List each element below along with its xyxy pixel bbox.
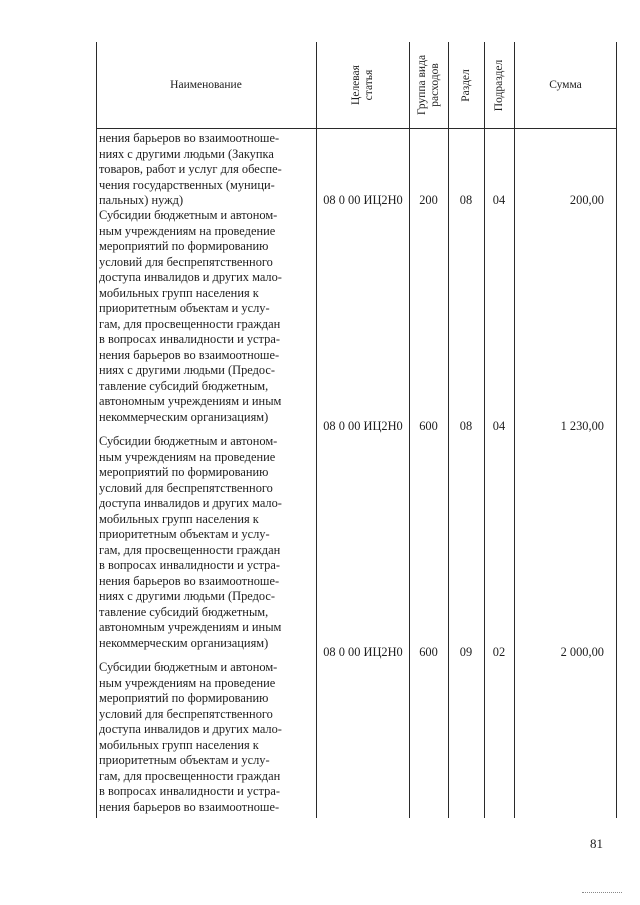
row-1-target-article: 08 0 00 ИЦ2Н0: [323, 419, 403, 433]
name-line: ниях с другими людьми (Предос-: [99, 363, 276, 377]
name-line: ным учреждениям на проведение: [99, 675, 276, 690]
header-expense-group: [410, 42, 448, 128]
name-line: условий для беспрепятственного: [99, 254, 273, 269]
name-line: мобильных групп населения к: [99, 737, 259, 752]
column-divider: [316, 42, 317, 818]
table-border-right: [616, 42, 617, 818]
header-subsection-label: Подраздел: [493, 59, 505, 111]
name-line: ниях с другими людьми (Закупка: [99, 146, 274, 161]
page-number: 81: [590, 836, 603, 851]
name-line: тавление субсидий бюджетным,: [99, 378, 269, 393]
header-expense-group-label: Группа вида расходов: [416, 54, 442, 116]
header-divider: [96, 128, 617, 129]
name-line: некоммерческим организациям): [99, 635, 269, 650]
row-2-target-article: 08 0 00 ИЦ2Н0: [323, 645, 403, 659]
name-line: доступа инвалидов и других мало-: [99, 270, 282, 284]
name-line: товаров, работ и услуг для обеспе-: [99, 162, 282, 176]
header-section: [449, 42, 484, 128]
row-1-sum: 1 230,00: [560, 419, 604, 433]
name-line: Субсидии бюджетным и автоном-: [99, 660, 278, 674]
header-target-article-label: Целевая статья: [350, 65, 375, 105]
name-line: приоритетным объектам и услу-: [99, 301, 270, 315]
row-0-expense-group: 200: [419, 193, 438, 207]
name-line: ниях с другими людьми (Предос-: [99, 589, 276, 603]
row-1-name: [99, 208, 314, 425]
header-subsection: [485, 42, 514, 128]
name-line: гам, для просвещенности граждан: [99, 316, 281, 331]
name-line: ным учреждениям на проведение: [99, 223, 276, 238]
name-line: мероприятий по формированию: [99, 465, 269, 479]
name-line: гам, для просвещенности граждан: [99, 768, 281, 783]
name-line: Субсидии бюджетным и автоном-: [99, 208, 278, 222]
name-line: мобильных групп населения к: [99, 511, 259, 526]
row-2-sum: 2 000,00: [560, 645, 604, 659]
name-line: доступа инвалидов и других мало-: [99, 722, 282, 736]
name-line: ным учреждениям на проведение: [99, 449, 276, 464]
header-section-label: Раздел: [460, 68, 472, 102]
name-line: нения барьеров во взаимоотноше-: [99, 347, 280, 362]
scan-mark: [582, 892, 622, 893]
name-line: условий для беспрепятственного: [99, 480, 273, 495]
name-line: нения барьеров во взаимоотноше-: [99, 573, 280, 588]
name-line: мероприятий по формированию: [99, 691, 269, 705]
name-line: приоритетным объектам и услу-: [99, 527, 270, 541]
name-line: пальных) нужд): [99, 193, 184, 207]
row-0-section: 08: [459, 193, 473, 207]
budget-table: [96, 42, 617, 818]
name-line: доступа инвалидов и других мало-: [99, 496, 282, 510]
row-1-expense-group: 600: [419, 419, 438, 433]
row-1-section: 08: [459, 419, 473, 433]
name-line: чения государственных (муници-: [99, 177, 275, 192]
row-3-name: [99, 660, 314, 815]
row-1-subsection: 04: [492, 419, 506, 433]
name-line: мероприятий по формированию: [99, 239, 269, 253]
header-target-article: [317, 42, 409, 128]
header-name: [96, 42, 316, 128]
header-sum: [515, 42, 616, 128]
row-2-section: 09: [459, 645, 473, 659]
name-line: в вопросах инвалидности и устра-: [99, 558, 280, 572]
name-line: гам, для просвещенности граждан: [99, 542, 281, 557]
row-0-name: [99, 131, 314, 209]
row-0-subsection: 04: [492, 193, 506, 207]
name-line: Субсидии бюджетным и автоном-: [99, 434, 278, 448]
name-line: в вопросах инвалидности и устра-: [99, 332, 280, 346]
name-line: условий для беспрепятственного: [99, 706, 273, 721]
table-border-left: [96, 42, 97, 818]
row-2-expense-group: 600: [419, 645, 438, 659]
row-0-target-article: 08 0 00 ИЦ2Н0: [323, 193, 403, 207]
name-line: автономным учреждениям и иным: [99, 394, 282, 408]
name-line: нения барьеров во взаимоотноше-: [99, 131, 280, 145]
name-line: приоритетным объектам и услу-: [99, 753, 270, 767]
name-line: автономным учреждениям и иным: [99, 620, 282, 634]
name-line: тавление субсидий бюджетным,: [99, 604, 269, 619]
name-line: в вопросах инвалидности и устра-: [99, 784, 280, 798]
name-line: нения барьеров во взаимоотноше-: [99, 799, 280, 814]
row-2-subsection: 02: [492, 645, 506, 659]
name-line: мобильных групп населения к: [99, 285, 259, 300]
row-0-sum: 200,00: [569, 193, 604, 207]
name-line: некоммерческим организациям): [99, 409, 269, 424]
header-sum-label: Сумма: [549, 78, 582, 91]
header-name-label: Наименование: [170, 78, 242, 91]
row-2-name: [99, 434, 314, 651]
